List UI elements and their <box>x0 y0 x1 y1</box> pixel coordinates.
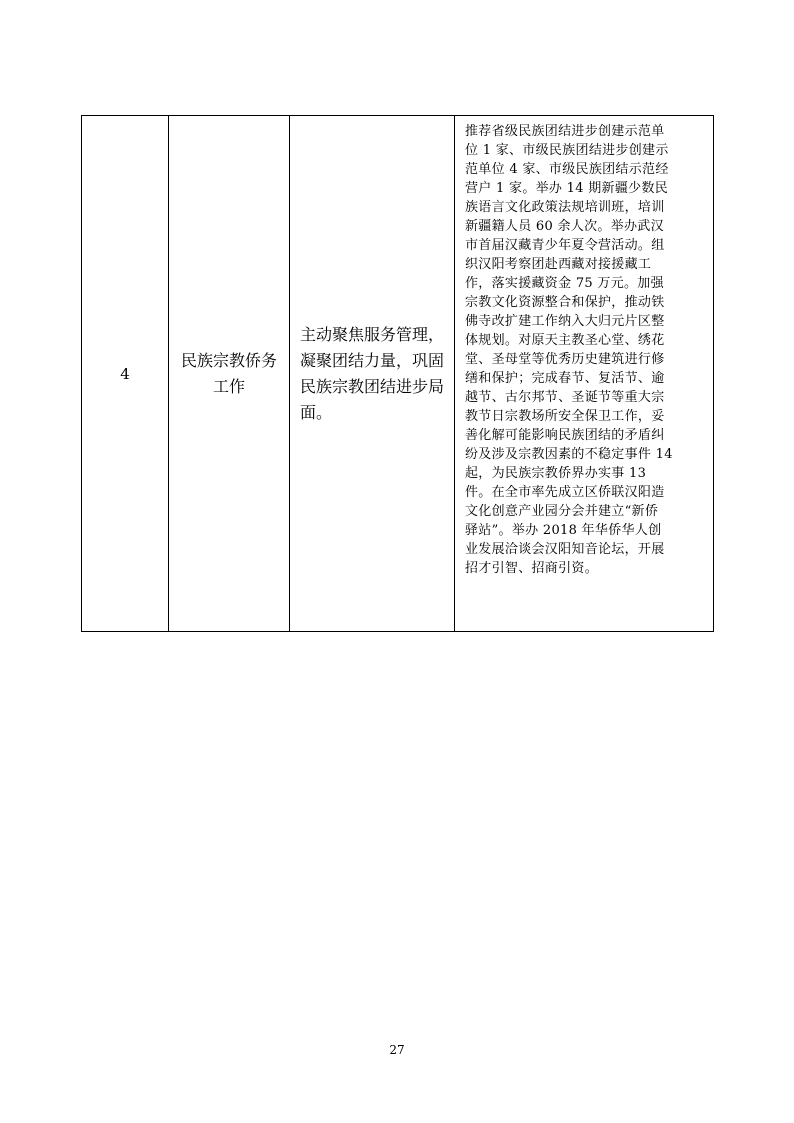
details-text: 推荐省级民族团结进步创建示范单 位 1 家、市级民族团结进步创建示 范单位 4 家、市级民族团结示范经 营户 1 家。举办 14 期新疆少数民 族语言文化政策法规培训班，培训 新疆籍人员 60 余人次。举办武汉 市首届汉藏青少年夏令营活动。组 织汉阳考察团赴西藏对接援藏工 作，落实援藏资金 75 万元。加强 宗教文化资源整合和保护，推动铁 佛寺改扩建工作纳入大归元片区整 体规划。对原天主教圣心堂、绣花 堂、圣母堂等优秀历史建筑进行修 缮和保护；完成春节、复活节、逾 越节、古尔邦节、圣诞节等重大宗 教节日宗教场所安全保卫工作，妥 善化解可能影响民族团结的矛盾纠 纷及涉及宗教因素的不稳定事件 14 起，为民族宗教侨界办实事 13 件。在全市率先成立区侨联汉阳造 文化创意产业园分会并建立“新侨 驿站”。举办 2018 年华侨华人创 业发展洽谈会汉阳知音论坛，开展 招才引智、招商引资。 <box>465 124 673 576</box>
row-index: 4 <box>120 364 130 383</box>
category-cell <box>169 116 290 632</box>
category-text: 民族宗教侨务工作 <box>181 350 278 396</box>
goal-text: 主动聚焦服务管理，凝聚团结力量，巩固民族宗教团结进步局面。 <box>300 324 445 422</box>
page-number: 27 <box>389 1043 405 1057</box>
details-cell <box>455 116 714 632</box>
work-table <box>81 115 714 632</box>
table-row <box>82 116 714 632</box>
row-index-cell <box>82 116 169 632</box>
goal-cell <box>290 116 455 632</box>
